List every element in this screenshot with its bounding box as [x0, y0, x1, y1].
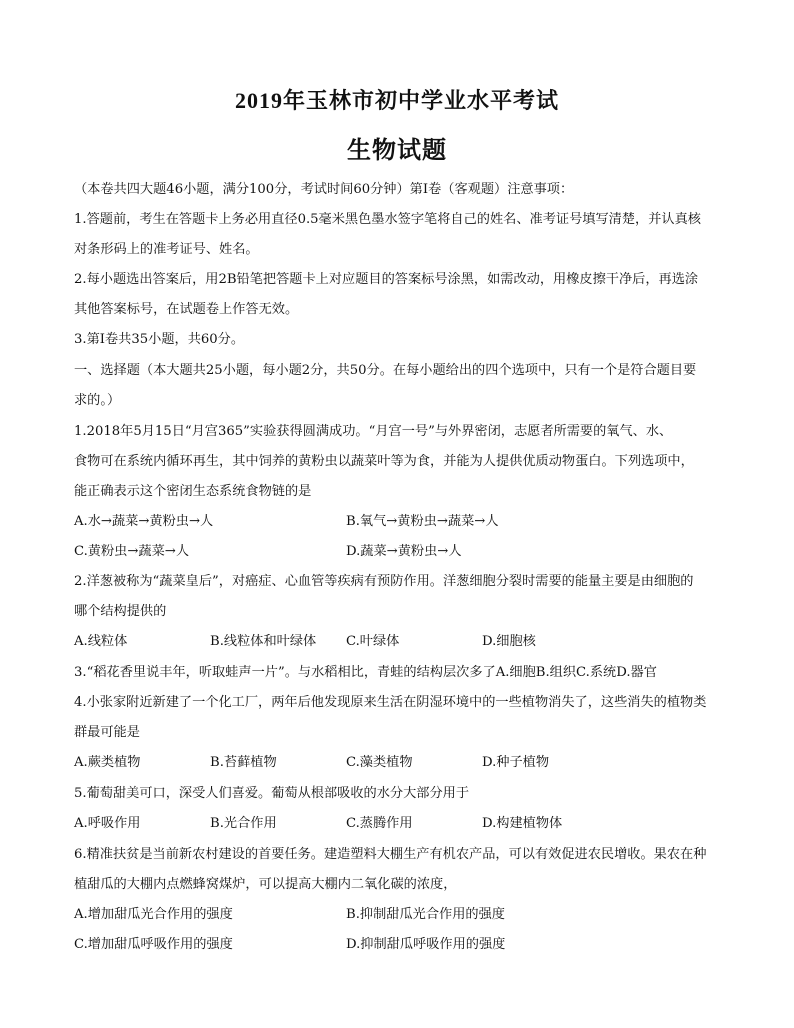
- option-a: A.水→蔬菜→黄粉虫→人: [74, 514, 214, 529]
- option-c: C.黄粉虫→蔬菜→人: [74, 544, 190, 559]
- instruction-line: 其他答案标号，在试题卷上作答无效。: [74, 302, 299, 317]
- section-heading: 一、选择题（本大题共25小题，每小题2分，共50分。在每小题给出的四个选项中，只有一个是符合题目要: [74, 363, 697, 378]
- question-1-text: 1.2018年5月15日“月宫365”实验获得圆满成功。“月宫一号”与外界密闭，志愿者所需要的氧气、水、: [74, 424, 673, 439]
- question-3-text: 3.“稻花香里说丰年，听取蛙声一片”。与水稻相比，青蛙的结构层次多了A.细胞B.组织C.系统D.器官: [74, 665, 657, 680]
- instruction-line: 1.答题前，考生在答题卡上务必用直径0.5毫米黑色墨水签字笔将自己的姓名、准考证号填写清楚，并认真核: [74, 212, 701, 227]
- instruction-line: 2.每小题选出答案后，用2B铅笔把答题卡上对应题目的答案标号涂黑，如需改动，用橡皮擦干净后，再选涂: [74, 272, 699, 287]
- option-b: B.抑制甜瓜光合作用的强度: [346, 907, 505, 922]
- instruction-line: （本卷共四大题46小题，满分100分，考试时间60分钟）第Ⅰ卷（客观题）注意事项：: [74, 182, 574, 197]
- option-b: B.线粒体和叶绿体: [210, 634, 317, 649]
- question-6-text: 植甜瓜的大棚内点燃蜂窝煤炉，可以提高大棚内二氧化碳的浓度，: [74, 877, 457, 892]
- question-6-text: 6.精准扶贫是当前新农村建设的首要任务。建造塑料大棚生产有机农产品，可以有效促进农民增收。果农在种: [74, 847, 707, 862]
- option-c: C.叶绿体: [346, 634, 400, 649]
- question-4-text: 群最可能是: [74, 725, 140, 740]
- option-d: D.细胞核: [482, 634, 536, 649]
- option-c: C.增加甜瓜呼吸作用的强度: [74, 937, 233, 952]
- option-d: D.抑制甜瓜呼吸作用的强度: [346, 937, 506, 952]
- option-a: A.增加甜瓜光合作用的强度: [74, 907, 233, 922]
- instruction-line: 对条形码上的准考证号、姓名。: [74, 242, 259, 257]
- instruction-line: 3.第Ⅰ卷共35小题，共60分。: [74, 332, 245, 347]
- exam-subtitle: 生物试题: [347, 138, 447, 164]
- question-2-text: 哪个结构提供的: [74, 604, 167, 619]
- question-1-text: 能正确表示这个密闭生态系统食物链的是: [74, 484, 312, 499]
- option-b: B.氧气→黄粉虫→蔬菜→人: [346, 514, 499, 529]
- option-d: D.蔬菜→黄粉虫→人: [346, 544, 462, 559]
- question-4-text: 4.小张家附近新建了一个化工厂，两年后他发现原来生活在阴湿环境中的一些植物消失了，这些消失的植物类: [74, 695, 707, 710]
- question-5-text: 5.葡萄甜美可口，深受人们喜爱。葡萄从根部吸收的水分大部分用于: [74, 786, 470, 801]
- option-a: A.蕨类植物: [74, 755, 141, 770]
- option-d: D.种子植物: [482, 755, 550, 770]
- option-a: A.线粒体: [74, 634, 128, 649]
- option-b: B.苔藓植物: [210, 755, 277, 770]
- section-heading: 求的。）: [74, 393, 121, 408]
- option-a: A.呼吸作用: [74, 816, 141, 831]
- question-1-text: 食物可在系统内循环再生，其中饲养的黄粉虫以蔬菜叶等为食，并能为人提供优质动物蛋白。下列选项中，: [74, 454, 694, 469]
- option-c: C.蒸腾作用: [346, 816, 413, 831]
- option-c: C.藻类植物: [346, 755, 413, 770]
- option-b: B.光合作用: [210, 816, 277, 831]
- option-d: D.构建植物体: [482, 816, 563, 831]
- exam-title: 2019年玉林市初中学业水平考试: [234, 88, 559, 113]
- question-2-text: 2.洋葱被称为“蔬菜皇后”，对癌症、心血管等疾病有预防作用。洋葱细胞分裂时需要的能量主要是由细胞的: [74, 574, 694, 589]
